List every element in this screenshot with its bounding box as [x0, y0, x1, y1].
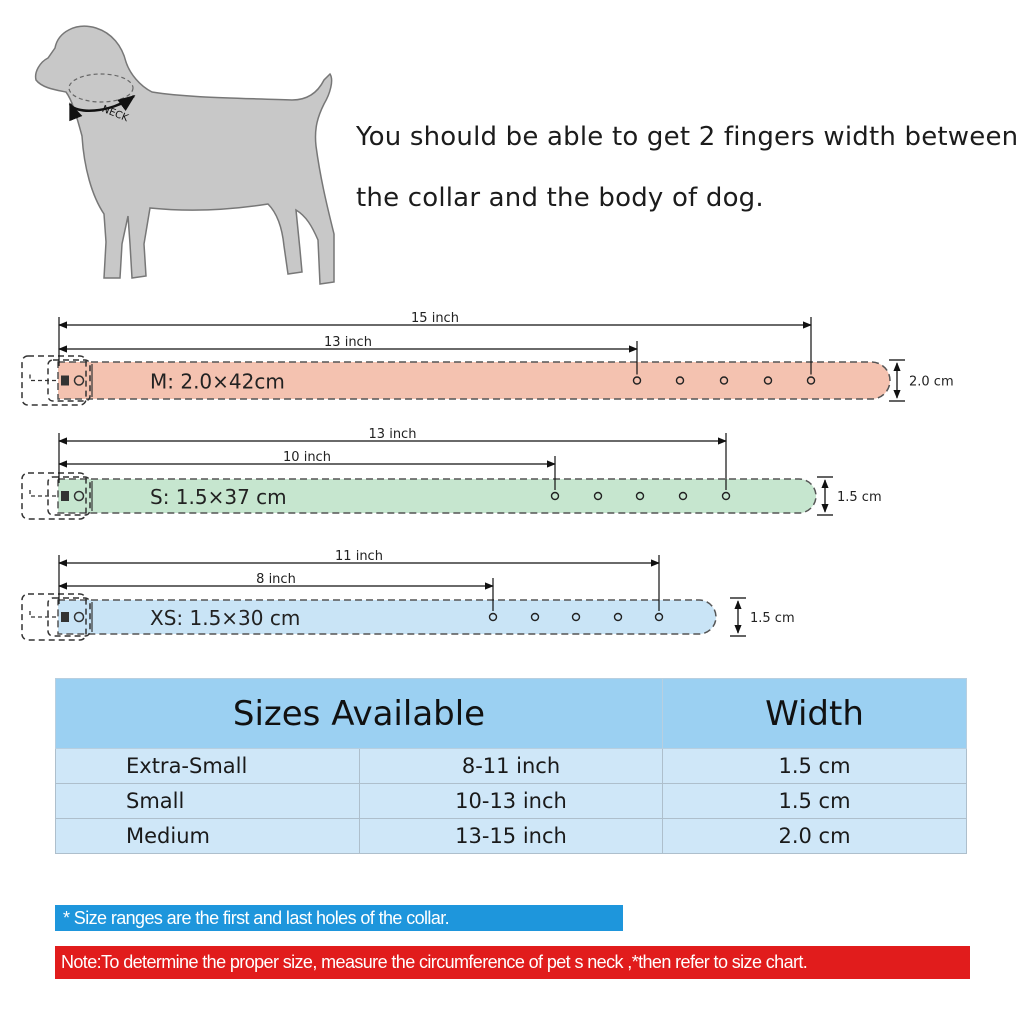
- last-hole-length-label: 13 inch: [368, 427, 417, 442]
- size-range: 8-11 inch: [360, 749, 663, 784]
- collar-xs: [22, 549, 795, 640]
- collar-size-label: S: 1.5×37 cm: [150, 485, 287, 509]
- fit-tip-line1: You should be able to get 2 fingers width between: [356, 122, 1019, 152]
- size-width: 1.5 cm: [663, 749, 967, 784]
- table-row: [56, 819, 967, 854]
- header-width: Width: [663, 679, 967, 749]
- first-hole-length-label: 10 inch: [283, 450, 331, 465]
- last-hole-length-label: 15 inch: [411, 311, 459, 326]
- size-table: [55, 678, 967, 854]
- last-hole-length-label: 11 inch: [335, 549, 383, 564]
- measure-note: Note:To determine the proper size, measure the circumference of pet s neck ,*then refer to size chart.: [55, 946, 970, 979]
- collar-width-label: 1.5 cm: [837, 490, 882, 505]
- collar-width-label: 2.0 cm: [909, 374, 954, 390]
- size-table-header: [56, 679, 967, 749]
- collars-layer: [22, 311, 954, 640]
- table-row: [56, 784, 967, 819]
- collar-width-label: 1.5 cm: [750, 611, 795, 626]
- first-hole-length-label: 13 inch: [324, 335, 372, 350]
- buckle-prong: [30, 375, 56, 381]
- buckle-rivet: [61, 612, 69, 622]
- buckle-rivet: [61, 491, 69, 501]
- header-sizes-available: Sizes Available: [56, 679, 663, 749]
- neck-label: NECK: [100, 103, 130, 125]
- first-hole-length-label: 8 inch: [256, 572, 296, 587]
- buckle-rivet: [61, 376, 69, 386]
- size-width: 2.0 cm: [663, 819, 967, 854]
- collar-m: [22, 311, 954, 405]
- size-width: 1.5 cm: [663, 784, 967, 819]
- buckle-prong: [30, 611, 56, 617]
- fit-tip-line2: the collar and the body of dog.: [356, 183, 764, 213]
- table-row: [56, 749, 967, 784]
- size-range: 10-13 inch: [360, 784, 663, 819]
- collar-s: [22, 427, 882, 519]
- dog-silhouette: [36, 26, 334, 284]
- buckle-prong: [30, 490, 56, 496]
- size-name: Small: [56, 784, 360, 819]
- size-name: Extra-Small: [56, 749, 360, 784]
- size-name: Medium: [56, 819, 360, 854]
- collar-size-label: M: 2.0×42cm: [150, 369, 285, 394]
- size-range: 13-15 inch: [360, 819, 663, 854]
- collar-size-label: XS: 1.5×30 cm: [150, 606, 301, 630]
- dog-illustration: [36, 26, 334, 284]
- size-range-note: * Size ranges are the first and last holes of the collar.: [55, 905, 623, 931]
